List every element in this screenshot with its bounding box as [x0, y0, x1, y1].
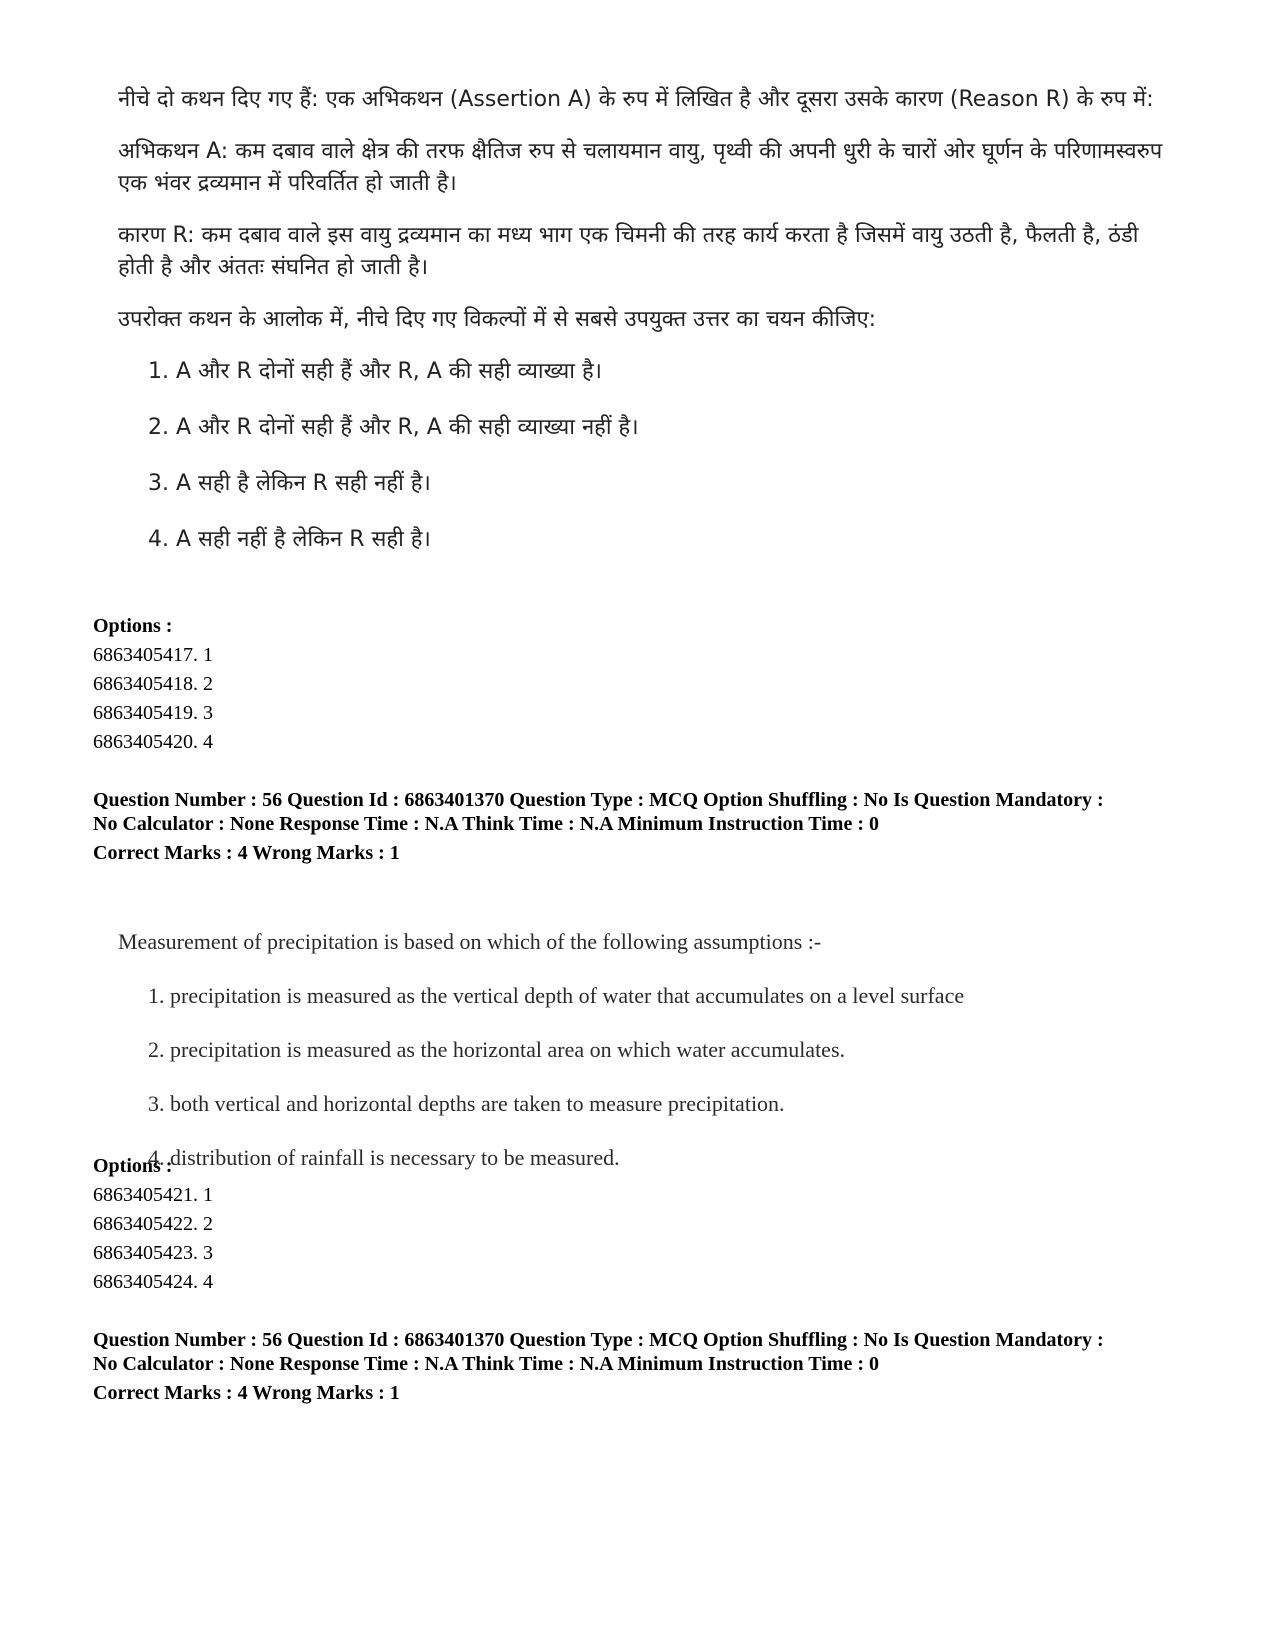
- question-marks: Correct Marks : 4 Wrong Marks : 1: [93, 842, 400, 864]
- options-title: Options :: [93, 615, 173, 637]
- choice-item: 4. A सही नहीं है लेकिन R सही है।: [148, 527, 431, 552]
- assertion-statement: अभिकथन A: कम दबाव वाले क्षेत्र की तरफ क्षैतिज रुप से चलायमान वायु, पृथ्वी की अपनी धुरी के चारों ओर घूर्णन के परिणामस्वरुप एक भंवर द्रव्यमान में परिवर्तित हो जाती है।: [118, 139, 1163, 196]
- option-id: 6863405422. 2: [93, 1213, 213, 1235]
- question-meta: [93, 788, 1263, 865]
- choice-item: 2. precipitation is measured as the horizontal area on which water accumulates.: [148, 1037, 846, 1062]
- choice-item: 1. A और R दोनों सही हैं और R, A की सही व्याख्या है।: [148, 359, 602, 384]
- option-id: 6863405417. 1: [93, 644, 213, 666]
- choice-item: 3. both vertical and horizontal depths are taken to measure precipitation.: [148, 1091, 785, 1116]
- question-header: Question Number : 56 Question Id : 6863401370 Question Type : MCQ Option Shuffling : No Is Question Mandatory :: [93, 789, 1104, 811]
- option-id: 6863405423. 3: [93, 1242, 213, 1264]
- option-id: 6863405421. 1: [93, 1184, 213, 1206]
- question-header: Question Number : 56 Question Id : 6863401370 Question Type : MCQ Option Shuffling : No Is Question Mandatory :: [93, 1329, 1104, 1351]
- choice-item: 3. A सही है लेकिन R सही नहीं है।: [148, 471, 431, 496]
- options-block: [93, 612, 1263, 757]
- choice-item: 4. distribution of rainfall is necessary to be measured.: [148, 1145, 620, 1170]
- question-header: No Calculator : None Response Time : N.A Think Time : N.A Minimum Instruction Time : 0: [93, 813, 879, 835]
- option-id: 6863405418. 2: [93, 673, 213, 695]
- options-block: [93, 1152, 1263, 1297]
- question-intro: नीचे दो कथन दिए गए हैं: एक अभिकथन (Assertion A) के रुप में लिखित है और दूसरा उसके कारण (Reason R) के रुप में:: [118, 87, 1154, 112]
- question-instruction: उपरोक्त कथन के आलोक में, नीचे दिए गए विकल्पों में से सबसे उपयुक्त उत्तर का चयन कीजिए:: [118, 307, 877, 332]
- option-id: 6863405419. 3: [93, 702, 213, 724]
- option-id: 6863405420. 4: [93, 731, 213, 753]
- options-title: Options :: [93, 1155, 173, 1177]
- question-marks: Correct Marks : 4 Wrong Marks : 1: [93, 1382, 400, 1404]
- reason-statement: कारण R: कम दबाव वाले इस वायु द्रव्यमान का मध्य भाग एक चिमनी की तरह कार्य करता है जिसमें वायु उठती है, फैलती है, ठंडी होती है और अंततः संघनित हो जाती है।: [118, 223, 1139, 280]
- choice-item: 1. precipitation is measured as the vertical depth of water that accumulates on a level surface: [148, 983, 965, 1008]
- question-stem: Measurement of precipitation is based on which of the following assumptions :-: [118, 929, 822, 954]
- option-id: 6863405424. 4: [93, 1271, 213, 1293]
- hindi-question: [118, 84, 1178, 556]
- choice-item: 2. A और R दोनों सही हैं और R, A की सही व्याख्या नहीं है।: [148, 415, 639, 440]
- question-header: No Calculator : None Response Time : N.A Think Time : N.A Minimum Instruction Time : 0: [93, 1353, 879, 1375]
- question-meta: [93, 1328, 1263, 1405]
